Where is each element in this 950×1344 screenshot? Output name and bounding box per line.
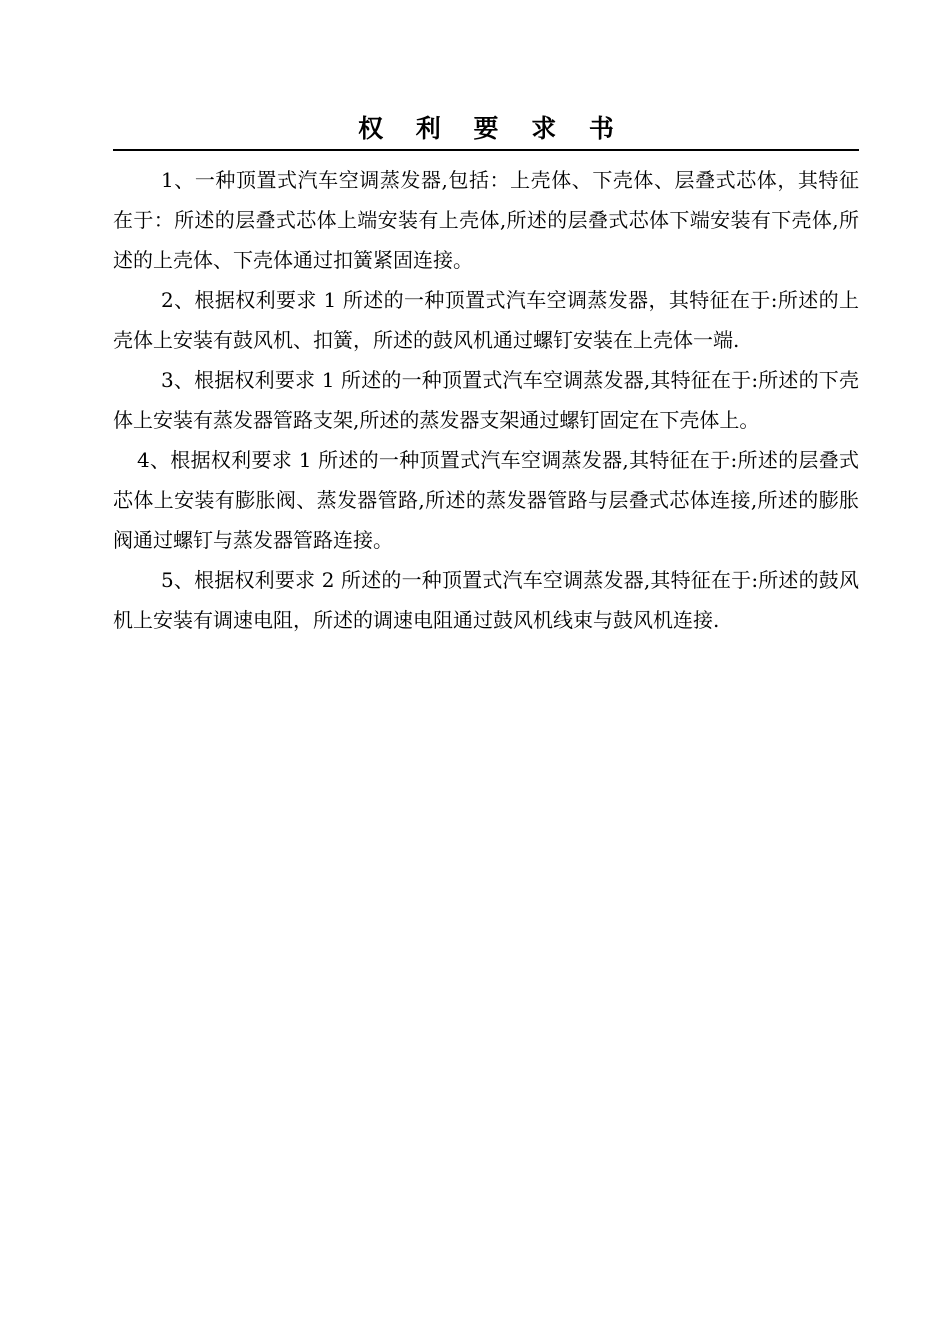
title-underline (113, 149, 859, 151)
claim-4: 4、根据权利要求 1 所述的一种顶置式汽车空调蒸发器,其特征在于:所述的层叠式芯体上安装有膨胀阀、蒸发器管路,所述的蒸发器管路与层叠式芯体连接,所述的膨胀阀通过螺钉与蒸发器管路连接。 (113, 448, 859, 552)
claim-2: 2、根据权利要求 1 所述的一种顶置式汽车空调蒸发器，其特征在于:所述的上壳体上安装有鼓风机、扣簧，所述的鼓风机通过螺钉安装在上壳体一端. (113, 288, 859, 352)
claim-3: 3、根据权利要求 1 所述的一种顶置式汽车空调蒸发器,其特征在于:所述的下壳体上安装有蒸发器管路支架,所述的蒸发器支架通过螺钉固定在下壳体上。 (113, 368, 859, 432)
claim-1: 1、一种顶置式汽车空调蒸发器,包括：上壳体、下壳体、层叠式芯体，其特征在于：所述的层叠式芯体上端安装有上壳体,所述的层叠式芯体下端安装有下壳体,所述的上壳体、下壳体通过扣簧紧固连接。 (113, 168, 859, 272)
claim-5: 5、根据权利要求 2 所述的一种顶置式汽车空调蒸发器,其特征在于:所述的鼓风机上安装有调速电阻，所述的调速电阻通过鼓风机线束与鼓风机连接. (113, 568, 859, 632)
page-title: 权 利 要 求 书 (358, 114, 626, 143)
claims-body (113, 160, 859, 640)
